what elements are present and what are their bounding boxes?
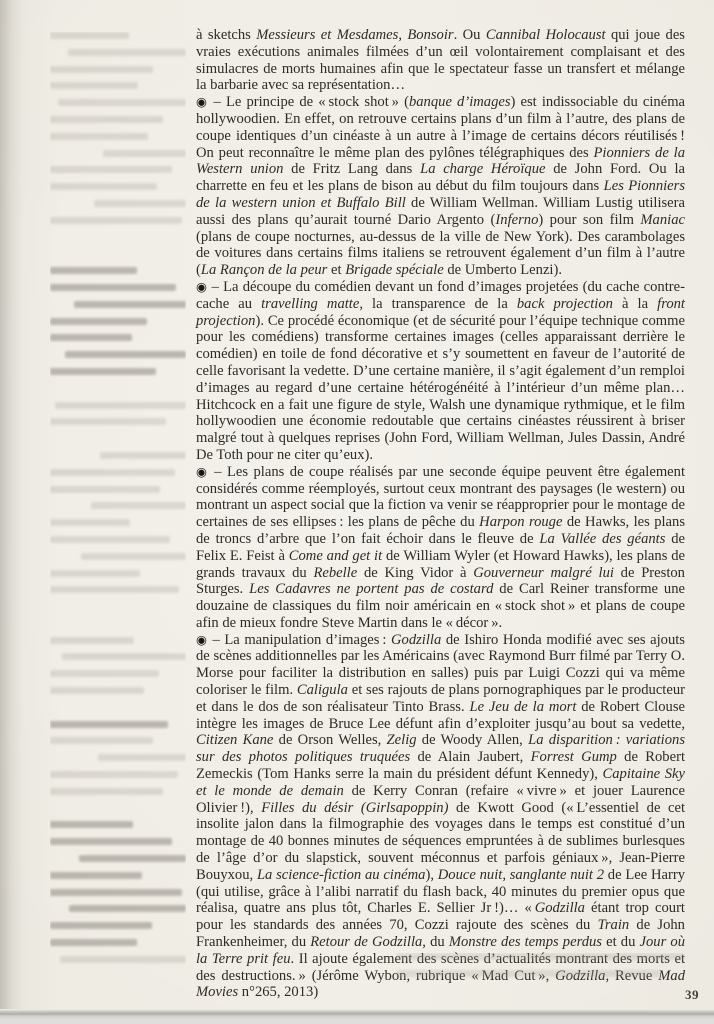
bullet-icon: ◉ bbox=[196, 94, 209, 110]
ghost-text-line bbox=[50, 922, 152, 929]
text-segment: de Robert Zemeckis (Tom Hanks serre la main du président défunt Kennedy), bbox=[196, 749, 685, 783]
ghost-text-line bbox=[50, 217, 182, 224]
text-segment: (plans de coupe nocturnes, au-dessus de la ville de New York). Des carambolages de voitures dans certains films italiens se retrouvent également d’un film à l’autre ( bbox=[196, 228, 685, 279]
ghost-text-line bbox=[74, 301, 186, 308]
text-segment: ) est indissociable du cinéma hollywoodien. En effet, on retrouve certains plans d’un film à l’autre, des plans de coupe identiques d’un cinéaste à un autre à l’image de certains décors réutilisés ! On peut reconnaître le même plan des pylônes télégraphiques des bbox=[196, 94, 686, 161]
ghost-text-line bbox=[50, 318, 147, 325]
text-segment: . Ou bbox=[453, 27, 486, 43]
title-italic: La charge Héroïque bbox=[420, 161, 546, 178]
ghost-text-line bbox=[50, 183, 157, 190]
ghost-text-line bbox=[50, 334, 132, 341]
text-segment: de John Frankenheimer, du bbox=[196, 917, 685, 951]
title-italic: Les Pionniers de la western union et Buffalo Bill bbox=[196, 178, 686, 211]
page-number: 39 bbox=[685, 987, 699, 1002]
ghost-text-line bbox=[50, 771, 178, 778]
paragraph bbox=[196, 27, 685, 94]
text-segment: n°265, 2013) bbox=[238, 984, 319, 1001]
ghost-text-line bbox=[50, 570, 140, 577]
text-segment: qui joue des vraies exécutions animales filmées d’un œil volontairement complaisant et des simulacres de morts humaines afin que le spectateur fasse un transfert et mélange la barbarie avec sa représentation… bbox=[196, 27, 685, 94]
title-italic: Forrest Gump bbox=[530, 749, 617, 766]
title-italic: Filles du désir (Girlsapoppin) bbox=[261, 799, 449, 816]
paragraph: ◉ – Le principe de « stock shot » (banque d’images) est indissociable du cinéma hollywoodien. En effet, on retrouve certains plans d’un film à l’autre, des plans de coupe identiques d’un cinéaste à un autre à l’image de certains décors réutilisés ! On peut reconnaître le même plan des pylônes télégraphiques des Pionniers de la Western union de Fritz Lang dans La charge Héroïque de John Ford. Ou la charrette en feu et les plans de bison au début du film toujours dans Les Pionniers de la western union et Buffalo Bill de William Wellman. William Lustig utilisera aussi des plans qu’aurait tourné Dario Argento (Inferno) pour son film Maniac (plans de coupe nocturnes, au-dessus de la ville de New York). Des carambolages de voitures dans certains films italiens se retrouvent également d’un film à l’autre (La Rançon de la peur et Brigade spéciale de Umberto Lenzi). bbox=[196, 94, 686, 279]
ghost-text-line bbox=[50, 788, 163, 795]
title-italic: Godzilla bbox=[391, 631, 442, 648]
text-segment: de Kwott Good (« L’essentiel de cet insolite jalon dans la filmographie des voyages dans le temps est constitué d’un montage de 40 bonnes minutes de séquences empruntées à de sublimes burlesques de l’âge d’or du slapstick, souvent méconnus et parfois géniaux », Jean-Pierre Bouyxou, bbox=[196, 799, 685, 883]
paragraph: ◉ – La découpe du comédien devant un fond d’images projetées (du cache contre-cache au travelling matte, la transparence de la back projection à la front projection). Ce procédé économique (et de sécurité pour l’équipe technique comme pour les comédiens) transforme certaines images (celles apparaissant derrière le comédien) en toile de fond décorative et s’y soumettent en faveur de l’autorité de celle favorisant la vedette. D’une certaine manière, il s’agit également d’un remploi d’images au regard d’une certaine hétérogénéité à l’intérieur d’un même plan… Hitchcock en a fait une figure de style, Walsh une dynamique rythmique, et le film hollywoodien une économie redoutable que certains cinéastes réussirent à briser malgré tout à quelques reprises (John Ford, William Wellman, Jules Dassin, André De Toth pour ne citer qu’eux). bbox=[196, 278, 685, 463]
ghost-text-line bbox=[58, 99, 186, 106]
text-segment: à sketchs bbox=[196, 27, 257, 43]
title-italic: Brigade spéciale bbox=[345, 262, 444, 279]
text-column bbox=[196, 27, 685, 1001]
ghost-text-line bbox=[50, 519, 130, 526]
text-segment: , du bbox=[422, 934, 449, 951]
paragraph: ◉ – Les plans de coupe réalisés par une seconde équipe peuvent être également considérés comme réemployés, surtout ceux montrant des paysages (le western) ou montrant un aspect social que la fiction va venir se réapproprier pour le montage de certaines de ses ellipses : les plans de pêche du Harpon rouge de Hawks, les plans de troncs d’arbre que l’on fait échoir dans le fleuve de La Vallée des géants de Felix E. Feist à Come and get it de William Wyler (et Howard Hawks), les plans de grands travaux du Rebelle de King Vidor à Gouverneur malgré lui de Preston Sturges. Les Cadavres ne portent pas de costard de Carl Reiner transforme une douzaine de classiques du film noir américain en « stock shot » et plans de coupe afin de mieux fondre Steve Martin dans le « décor ». bbox=[196, 463, 686, 631]
ghost-text-line bbox=[50, 737, 153, 744]
title-italic: Godzilla bbox=[555, 967, 606, 984]
text-segment: La découpe du comédien devant un fond d’images projetées (du cache contre-cache au bbox=[196, 278, 685, 312]
text-segment: ) pour son film bbox=[538, 211, 641, 228]
title-italic: Mad Movies bbox=[196, 967, 686, 1001]
title-italic: Harpon rouge bbox=[479, 514, 563, 531]
ghost-text-line bbox=[50, 469, 175, 476]
text-segment: et bbox=[327, 262, 346, 279]
title-italic: Le Jeu de la mort bbox=[469, 698, 577, 715]
ghost-text-line bbox=[50, 66, 153, 73]
text-segment: . Il ajoute également des scènes d’actualités montrant des morts et des destructions. » (Jérôme Wybon, rubrique « Mad Cut », bbox=[196, 950, 685, 984]
ghost-text-line bbox=[50, 586, 179, 593]
text-segment: de William Wellman. William Lustig utilisera aussi des plans qu’aurait tourné Dario Argento ( bbox=[196, 194, 685, 228]
text-segment: de Fritz Lang dans bbox=[283, 161, 421, 178]
text-segment: La manipulation d’images : bbox=[224, 631, 391, 648]
ghost-text-line bbox=[50, 284, 176, 291]
ghost-text-line bbox=[55, 402, 186, 409]
ghost-text-line bbox=[50, 368, 156, 375]
ghost-text-line bbox=[60, 956, 186, 963]
ghost-text-line bbox=[81, 553, 186, 560]
title-italic: Godzilla bbox=[534, 900, 585, 917]
text-segment: Les plans de coupe réalisés par une seconde équipe peuvent être également considérés comme réemployés, surtout ceux montrant des paysages (le western) ou montrant un aspect social que la fiction va venir se réapproprier pour le montage de certaines de ses ellipses : les plans de pêche du bbox=[196, 463, 685, 531]
ghost-text-line bbox=[50, 872, 142, 879]
ghost-text-line bbox=[50, 82, 138, 89]
text-segment: , la transparence de la bbox=[359, 295, 517, 312]
title-italic: Maniac bbox=[640, 211, 685, 228]
ghost-text-line bbox=[396, 953, 684, 960]
page-gutter-shading bbox=[0, 0, 22, 1024]
title-italic: Inferno bbox=[495, 211, 539, 228]
scan-bottom-edge bbox=[0, 1009, 714, 1024]
bleed-through-patch bbox=[396, 953, 696, 979]
text-segment: ), bbox=[425, 866, 438, 883]
ghost-text-line bbox=[50, 838, 172, 845]
text-segment: de William Wyler (et Howard Hawks), les plans de grands travaux du bbox=[196, 547, 685, 581]
bullet-icon: ◉ bbox=[196, 631, 208, 647]
ghost-text-line bbox=[50, 133, 148, 140]
title-italic: Douce nuit, sanglante nuit 2 bbox=[437, 866, 605, 883]
ghost-text-line bbox=[62, 653, 186, 660]
text-segment: de Orson Welles, bbox=[273, 732, 387, 749]
title-italic: Gouverneur malgré lui bbox=[473, 564, 614, 581]
ghost-text-line bbox=[98, 754, 186, 761]
ghost-text-line bbox=[79, 855, 186, 862]
ghost-text-line bbox=[50, 687, 144, 694]
ghost-text-line bbox=[100, 452, 186, 459]
bullet-icon: ◉ bbox=[196, 463, 209, 479]
title-italic: La disparition : variations sur des photos politiques truquées bbox=[196, 732, 685, 766]
ghost-text-line bbox=[50, 721, 168, 728]
ghost-text-line bbox=[50, 939, 137, 946]
text-segment: ). Ce procédé économique (et de sécurité pour l’équipe technique comme pour les comédiens) transforme certaines images (celles apparaissant derrière le comédien) en toile de fond décorative et s’y soumettent en faveur de l’autorité de celle favorisant la vedette. D’une certaine manière, il s’agit également d’un remploi d’images au regard d’une certaine hétérogénéité à l’intérieur d’un même plan… Hitchcock en a fait une figure de style, Walsh une dynamique rythmique, et le film hollywoodien une économie redoutable que certains cinéastes réussirent à briser malgré tout à quelques reprises (John Ford, William Wellman, Jules Dassin, André De Toth pour ne citer qu’eux). bbox=[196, 312, 685, 463]
text-segment: de Preston Sturges. bbox=[196, 564, 685, 598]
ghost-text-line bbox=[396, 970, 660, 977]
ghost-text-line bbox=[50, 166, 172, 173]
bullet-icon: ◉ bbox=[196, 278, 208, 294]
text-segment: de Woody Allen, bbox=[416, 732, 529, 749]
text-segment: Le principe de « stock shot » ( bbox=[225, 94, 409, 111]
text-segment: et du bbox=[602, 934, 640, 951]
ghost-text-line bbox=[69, 905, 186, 912]
title-italic: Les Cadavres ne portent pas de costard bbox=[249, 581, 494, 598]
text-segment: de Hawks, les plans de troncs d’arbre que l’on fait échoir dans le fleuve de bbox=[196, 514, 686, 547]
title-italic: Zelig bbox=[386, 732, 417, 749]
paragraph: ◉ – La manipulation d’images : Godzilla de Ishiro Honda modifié avec ses ajouts de scènes additionnelles par les Américains (avec Raymond Burr filmé par Terry O. Morse pour faciliter la distribution en salles) puis par Luigi Cozzi qui va même coloriser le film. Caligula et ses rajouts de plans pornographiques par le producteur et dans le dos de son réalisateur Tinto Brass. Le Jeu de la mort de Robert Clouse intègre les images de Bruce Lee défunt afin d’exploiter jusqu’au bout sa vedette, Citizen Kane de Orson Welles, Zelig de Woody Allen, La disparition : variations sur des photos politiques truquées de Alain Jaubert, Forrest Gump de Robert Zemeckis (Tom Hanks serre la main du président défunt Kennedy), Capitaine Sky et le monde de demain de Kerry Conran (refaire « vivre » et jouer Laurence Olivier !), Filles du désir (Girlsapoppin) de Kwott Good (« L’essentiel de cet insolite jalon dans la filmographie des voyages dans le temps est constitué d’un montage de 40 bonnes minutes de séquences empruntées à de sublimes burlesques de l’âge d’or du slapstick, souvent méconnus et parfois géniaux », Jean-Pierre Bouyxou, La science-fiction au cinéma), Douce nuit, sanglante nuit 2 de Lee Harry (qui utilise, grâce à l’alibi narratif du flash back, 40 minutes du premier opus que réalisa, quatre ans plus tôt, Charles E. Sellier Jr !)… « Godzilla étant trop court pour les standards des années 70, Cozzi rajoute des scènes du Train de John Frankenheimer, du Retour de Godzilla, du Monstre des temps perdus et du Jour où la Terre prit feu. Il ajoute également des scènes d’actualités montrant des morts et des destructions. » (Jérôme Wybon, rubrique « Mad Cut », Godzilla, Revue Mad Movies n°265, 2013) bbox=[196, 631, 686, 1001]
title-italic: Cannibal Holocaust bbox=[485, 27, 606, 43]
title-italic: Pionniers de la Western union bbox=[196, 144, 685, 178]
title-italic: travelling matte bbox=[261, 295, 360, 312]
ghost-text-line bbox=[50, 116, 163, 123]
text-segment: de Kerry Conran (refaire « vivre » et jouer Laurence Olivier !), bbox=[196, 782, 685, 816]
title-italic: Come and get it bbox=[288, 547, 383, 564]
ghost-text-line bbox=[50, 267, 137, 274]
ghost-text-line bbox=[50, 637, 134, 644]
ghost-text-line bbox=[50, 536, 170, 543]
title-italic: La science-fiction au cinéma bbox=[256, 866, 426, 883]
ghost-text-line bbox=[50, 670, 159, 677]
page-bleed-through bbox=[50, 32, 186, 1004]
title-italic: Messieurs et Mesdames, Bonsoir bbox=[256, 27, 454, 43]
title-italic: Capitaine Sky et le monde de demain bbox=[196, 766, 685, 799]
text-segment: de King Vidor à bbox=[357, 564, 474, 581]
ghost-text-line bbox=[50, 889, 182, 896]
title-italic: Monstre des temps perdus bbox=[448, 934, 602, 951]
title-italic: banque d’images bbox=[408, 94, 511, 111]
ghost-text-line bbox=[50, 418, 166, 425]
title-italic: back projection bbox=[516, 295, 613, 312]
text-segment: de John Ford. Ou la charrette en feu et les plans de bison au début du film toujours dans bbox=[196, 161, 685, 195]
text-segment: de Ishiro Honda modifié avec ses ajouts de scènes additionnelles par les Américains (avec Raymond Burr filmé par Terry O. Morse pour faciliter la distribution en salles) puis par Luigi Cozzi qui va même coloriser le film. bbox=[196, 631, 685, 699]
title-italic: Caligula bbox=[296, 682, 348, 699]
text-segment: de Carl Reiner transforme une douzaine de classiques du film noir américain en « stock shot » et plans de coupe afin de mieux fondre Steve Martin dans le « décor ». bbox=[196, 581, 685, 631]
ghost-text-line bbox=[103, 150, 186, 157]
title-italic: Train bbox=[597, 917, 630, 934]
text-segment: de Felix E. Feist à bbox=[196, 530, 685, 564]
text-segment: , Revue bbox=[605, 967, 659, 984]
ghost-text-line bbox=[65, 351, 186, 358]
text-segment: et ses rajouts de plans pornographiques par le producteur et dans le dos de son réalisateur Tinto Brass. bbox=[196, 682, 685, 715]
text-segment: de Lee Harry (qui utilise, grâce à l’alibi narratif du flash back, 40 minutes du premier opus que réalisa, quatre ans plus tôt, Charles E. Sellier Jr !)… « bbox=[196, 866, 686, 917]
title-italic: Jour où la Terre prit feu bbox=[196, 934, 686, 967]
text-segment: de Umberto Lenzi). bbox=[443, 262, 562, 279]
title-italic: Rebelle bbox=[313, 564, 358, 581]
text-segment: à la bbox=[612, 295, 658, 312]
title-italic: Retour de Godzilla bbox=[310, 934, 423, 951]
text-segment: étant trop court pour les standards des années 70, Cozzi rajoute des scènes du bbox=[196, 900, 685, 934]
ghost-text-line bbox=[50, 821, 133, 828]
ghost-text-line bbox=[94, 200, 186, 207]
text-segment: de Alain Jaubert, bbox=[410, 749, 531, 766]
title-italic: La Vallée des géants bbox=[539, 530, 666, 547]
title-italic: La Rançon de la peur bbox=[200, 262, 328, 279]
title-italic: front projection bbox=[196, 295, 685, 329]
ghost-text-line bbox=[68, 49, 186, 56]
ghost-text-line bbox=[50, 486, 160, 493]
ghost-text-line bbox=[50, 32, 129, 39]
text-segment: de Robert Clouse intègre les images de Bruce Lee défunt afin d’exploiter jusqu’au bout sa vedette, bbox=[196, 698, 685, 732]
ghost-text-line bbox=[91, 502, 186, 509]
title-italic: Citizen Kane bbox=[196, 732, 274, 749]
